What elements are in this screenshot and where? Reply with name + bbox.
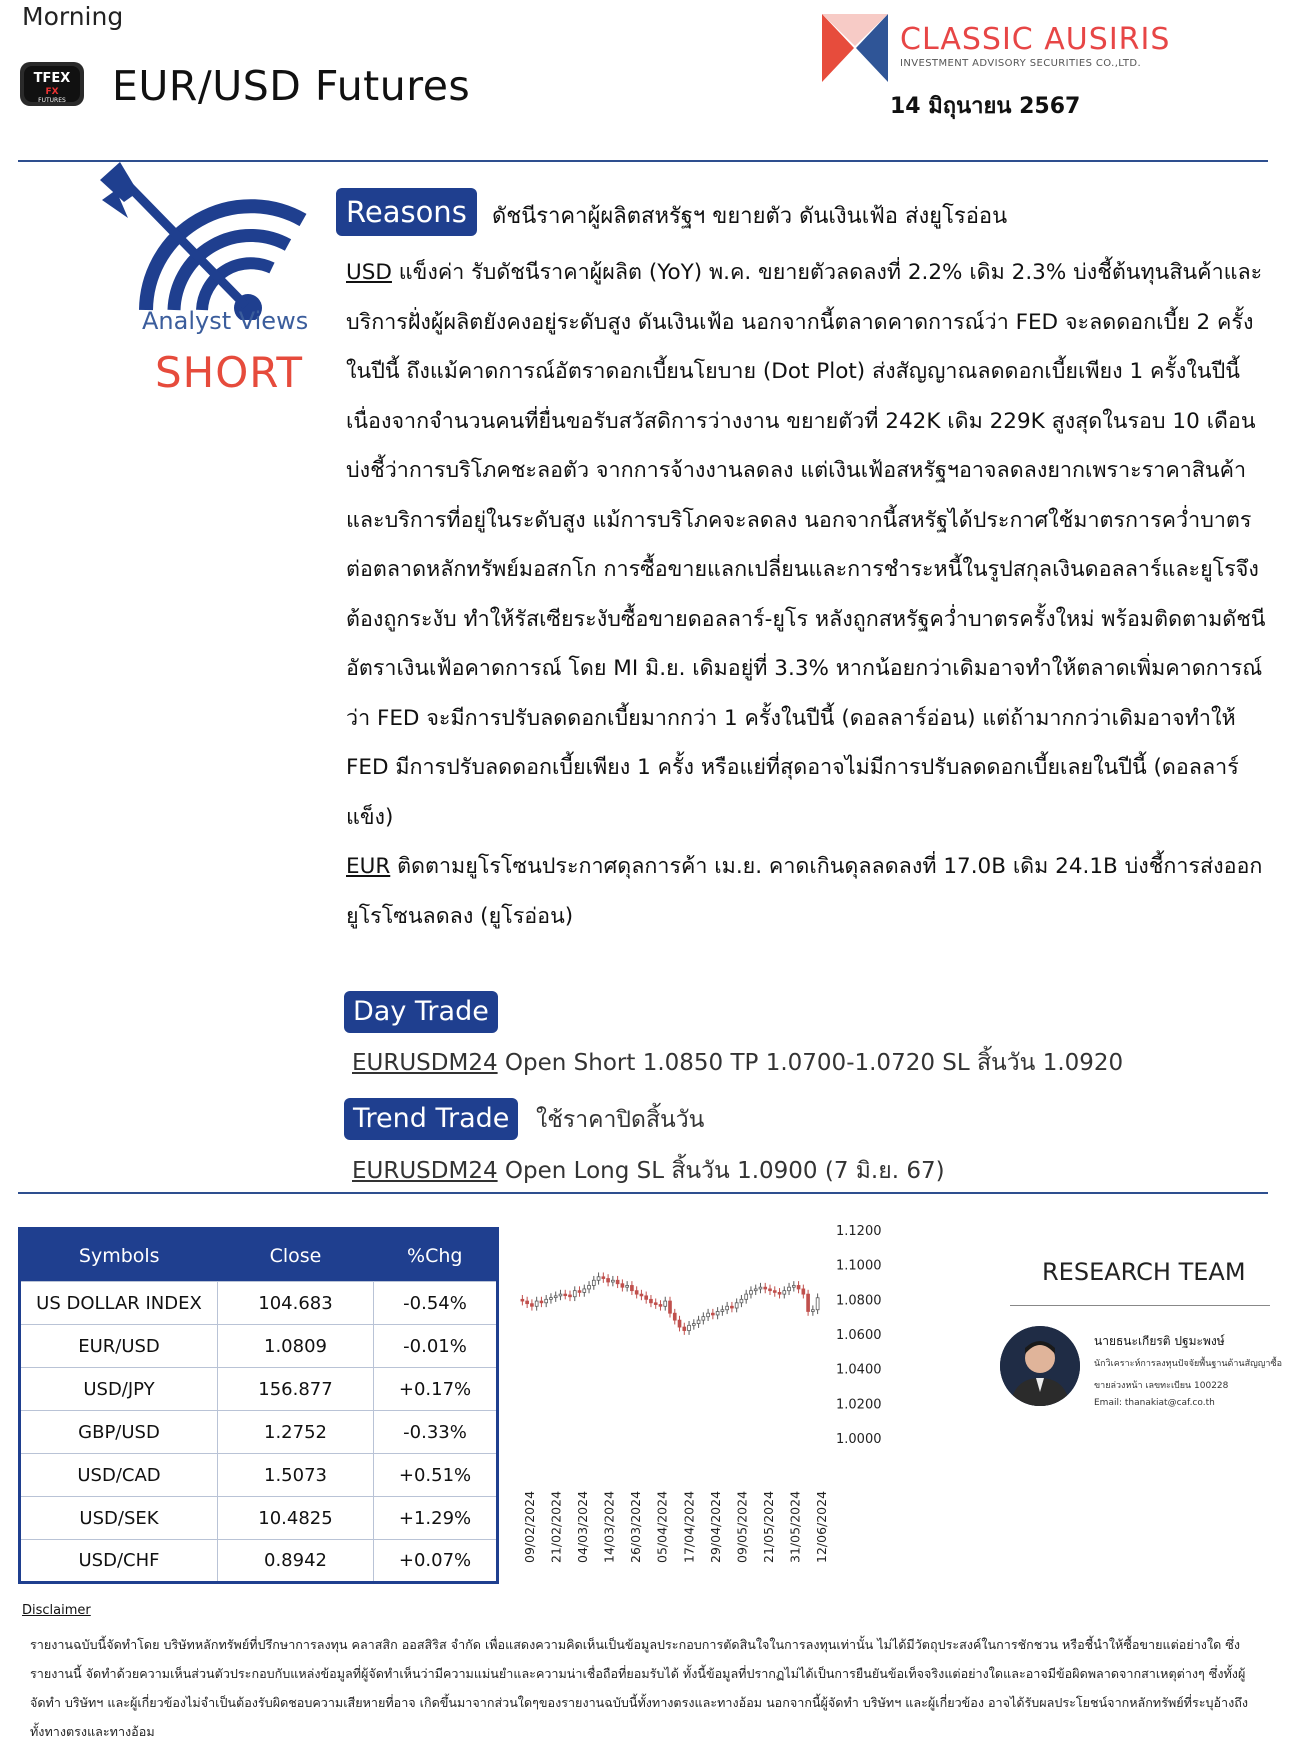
candle-body	[559, 1294, 562, 1296]
usd-text: แข็งค่า รับดัชนีราคาผู้ผลิต (YoY) พ.ค. ขยายตัวลดลงที่ 2.2% เดิม 2.3% บ่งชี้ต้นทุนสินค้าและบริการฝั่งผู้ผลิตยังคงอยู่ระดับสูง ดันเงินเฟ้อ นอกจากนี้ตลาดคาดการณ์ว่า FED จะลดดอกเบี้ย 2 ครั้งในปีนี้ ถึงแม้คาดการณ์อัตราดอกเบี้ยนโยบาย (Dot Plot) ส่งสัญญาณลดดอกเบี้ยเพียง 1 ครั้งในปีนี้ เนื่องจากจำนวนคนที่ยื่นขอรับสวัสดิการว่างงาน ขยายตัวที่ 242K เดิม 229K สูงสุดในรอบ 10 เดือน บ่งชี้ว่าการบริโภคชะลอตัว จากการจ้างงานลดลง แต่เงินเฟ้อสหรัฐฯอาจลดลงยากเพราะราคาสินค้าและบริการที่อยู่ในระดับสูง แม้การบริโภคจะลดลง นอกจากนี้สหรัฐได้ประกาศใช้มาตรการคว่ำบาตรต่อตลาดหลักทรัพย์มอสกโก การซื้อขายแลกเปลี่ยนและการชำระหนี้ในรูปสกุลเงินดอลลาร์และยูโรจึงต้องถูกระงับ ทำให้รัสเซียระงับซื้อขายดอลลาร์-ยูโร หลังถูกสหรัฐคว่ำบาตรครั้งใหม่ พร้อมติดตามดัชนีอัตราเงินเฟ้อคาดการณ์ โดย MI มิ.ย. เดิมอยู่ที่ 3.3% หากน้อยกว่าเดิมอาจทำให้ตลาดเพิ่มคาดการณ์ว่า FED จะมีการปรับลดดอกเบี้ยมากกว่า 1 ครั้งในปีนี้ (ดอลลาร์อ่อน) แต่ถ้ามากกว่าเดิมอาจทำให้ FED มีการปรับลดดอกเบี้ยเพียง 1 ครั้ง หรือแย่ที่สุดอาจไม่มีการปรับลดดอกเบี้ยเลยในปีนี้ (ดอลลาร์แข็ง)	[346, 260, 1266, 830]
y-tick-label: 1.0000	[836, 1432, 882, 1447]
candle-body	[554, 1296, 557, 1298]
x-tick-label: 04/03/2024	[575, 1490, 591, 1563]
candle-body	[597, 1277, 600, 1280]
trend-trade-note: ใช้ราคาปิดสิ้นวัน	[536, 1107, 705, 1133]
candle-body	[602, 1277, 605, 1279]
candle-body	[688, 1325, 691, 1330]
day-trade-text: Open Short 1.0850 TP 1.0700-1.0720 SL สิ้นวัน 1.0920	[497, 1050, 1124, 1076]
candle-body	[816, 1298, 819, 1310]
candle-body	[802, 1289, 805, 1294]
symbol-cell: US DOLLAR INDEX	[20, 1282, 218, 1325]
report-date: 14 มิถุนายน 2567	[890, 94, 1081, 119]
candle-body	[664, 1301, 667, 1306]
reasons-badge: Reasons	[336, 188, 477, 236]
analyst-name: นายธนะเกียรติ ปฐมะพงษ์	[1094, 1334, 1225, 1348]
header-chg: %Chg	[374, 1229, 498, 1282]
symbol-cell: USD/CHF	[20, 1540, 218, 1583]
symbol-cell: USD/CAD	[20, 1454, 218, 1497]
candle-body	[792, 1285, 795, 1287]
y-tick-label: 1.0800	[836, 1293, 882, 1309]
candle-body	[569, 1295, 572, 1297]
candle-body	[673, 1313, 676, 1320]
disclaimer-text: รายงานฉบับนี้จัดทำโดย บริษัทหลักทรัพย์ที่ปรึกษาการลงทุน คลาสสิก ออสสิริส จำกัด เพื่อแสดงความคิดเห็นเป็นข้อมูลประกอบการตัดสินใจในการลงทุนเท่านั้น ไม่ได้มีวัตถุประสงค์ในการชักชวน หรือชี้นำให้ซื้อขายแต่อย่างใด ซึ่งรายงานนี้ จัดทำด้วยความเห็นส่วนตัวประกอบกับแหล่งข้อมูลที่ผู้จัดทำเห็นว่ามีความแม่นยำและความน่าเชื่อถือที่ยอมรับได้ ทั้งนี้ข้อมูลที่ปรากฏไม่ได้เป็นการยืนยันข้อเท็จจริงแต่อย่างใดและอาจมีข้อผิดพลาดจากสาเหตุต่างๆ ซึ่งทั้งผู้จัดทำ บริษัทฯ และผู้เกี่ยวข้องไม่จำเป็นต้องรับผิดชอบความเสียหายที่อาจ เกิดขึ้นมาจากส่วนใดๆของรายงานฉบับนี้ทั้งทางตรงและทางอ้อม นอกจากนี้ผู้จัดทำ บริษัทฯ และผู้เกี่ยวข้อง อาจได้รับผลประโยชน์จากหลักทรัพย์ที่ระบุอ้างถึงทั้งทางตรงและทางอ้อม	[30, 1637, 1249, 1739]
svg-text:FUTURES: FUTURES	[38, 97, 66, 104]
target-arrow-icon	[98, 160, 308, 320]
tfex-logo-icon	[18, 60, 86, 108]
candle-body	[669, 1301, 672, 1313]
svg-text:TFEX: TFEX	[33, 71, 71, 86]
candle-body	[635, 1291, 638, 1294]
candle-body	[730, 1306, 733, 1308]
candle-body	[621, 1284, 624, 1287]
table-row	[20, 1540, 498, 1583]
trend-trade-symbol: EURUSDM24	[352, 1158, 498, 1184]
brand-name: CLASSIC AUSIRIS	[900, 22, 1171, 57]
research-divider	[1010, 1305, 1270, 1306]
candle-body	[740, 1299, 743, 1302]
close-cell: 1.2752	[218, 1411, 374, 1454]
x-tick-label: 21/02/2024	[548, 1490, 564, 1563]
chg-cell: +1.29%	[374, 1497, 498, 1540]
candle-body	[678, 1320, 681, 1327]
x-tick-label: 09/05/2024	[734, 1490, 750, 1563]
candle-body	[645, 1296, 648, 1299]
eur-text: ติดตามยูโรโซนประกาศดุลการค้า เม.ย. คาดเกินดุลลดลงที่ 17.0B เดิม 24.1B บ่งชี้การส่งออกยูโรโซนลดลง (ยูโรอ่อน)	[346, 854, 1263, 929]
x-tick-label: 12/06/2024	[814, 1490, 829, 1563]
close-cell: 104.683	[218, 1282, 374, 1325]
reasons-body	[346, 248, 1266, 941]
svg-text:FX: FX	[45, 87, 59, 97]
candle-body	[626, 1285, 629, 1287]
candle-body	[545, 1299, 548, 1302]
y-tick-label: 1.0600	[836, 1328, 882, 1343]
chg-cell: +0.51%	[374, 1454, 498, 1497]
page-title: EUR/USD Futures	[112, 62, 471, 110]
symbol-cell: USD/SEK	[20, 1497, 218, 1540]
symbol-cell: USD/JPY	[20, 1368, 218, 1411]
brand-subtitle: INVESTMENT ADVISORY SECURITIES CO.,LTD.	[900, 58, 1142, 69]
candle-body	[535, 1301, 538, 1306]
close-cell: 0.8942	[218, 1540, 374, 1583]
candle-body	[630, 1285, 633, 1290]
x-tick-label: 31/05/2024	[787, 1490, 803, 1563]
candle-body	[564, 1294, 567, 1296]
brand-logo-icon	[820, 12, 890, 84]
candle-body	[783, 1291, 786, 1294]
table-row	[20, 1497, 498, 1540]
header-close: Close	[218, 1229, 374, 1282]
x-tick-label: 29/04/2024	[707, 1490, 723, 1563]
analyst-views-label: Analyst Views	[142, 307, 309, 335]
candle-body	[754, 1289, 757, 1291]
candle-body	[773, 1291, 776, 1293]
candle-body	[759, 1287, 762, 1289]
candle-body	[650, 1299, 653, 1302]
candle-body	[797, 1285, 800, 1288]
candle-body	[583, 1289, 586, 1292]
research-team-title: RESEARCH TEAM	[1042, 1258, 1246, 1286]
candle-body	[592, 1280, 595, 1285]
x-tick-label: 09/02/2024	[522, 1490, 537, 1563]
candle-body	[607, 1279, 610, 1282]
close-cell: 156.877	[218, 1368, 374, 1411]
candle-body	[811, 1310, 814, 1312]
chg-cell: -0.01%	[374, 1325, 498, 1368]
y-tick-label: 1.1000	[836, 1258, 882, 1274]
symbol-cell: EUR/USD	[20, 1325, 218, 1368]
y-tick-label: 1.0200	[836, 1397, 882, 1413]
chg-cell: -0.33%	[374, 1411, 498, 1454]
table-row	[20, 1325, 498, 1368]
usd-paragraph	[346, 248, 1266, 842]
candle-body	[526, 1301, 529, 1304]
chg-cell: +0.07%	[374, 1540, 498, 1583]
eur-label: EUR	[346, 854, 391, 879]
candle-body	[716, 1311, 719, 1314]
symbol-cell: GBP/USD	[20, 1411, 218, 1454]
candle-body	[764, 1287, 767, 1289]
candle-body	[654, 1303, 657, 1305]
candle-body	[578, 1291, 581, 1293]
candle-body	[697, 1320, 700, 1323]
usd-label: USD	[346, 260, 392, 285]
day-trade-symbol: EURUSDM24	[352, 1050, 498, 1076]
candle-body	[735, 1303, 738, 1308]
candle-body	[745, 1294, 748, 1299]
candle-body	[788, 1287, 791, 1290]
reasons-headline: ดัชนีราคาผู้ผลิตสหรัฐฯ ขยายตัว ดันเงินเฟ้อ ส่งยูโรอ่อน	[492, 204, 1008, 229]
candle-body	[550, 1298, 553, 1300]
close-cell: 10.4825	[218, 1497, 374, 1540]
trend-trade-text: Open Long SL สิ้นวัน 1.0900 (7 มิ.ย. 67)	[497, 1158, 945, 1184]
x-tick-label: 26/03/2024	[628, 1490, 644, 1563]
disclaimer-title: Disclaimer	[22, 1603, 91, 1618]
candle-body	[778, 1292, 781, 1294]
x-tick-label: 05/04/2024	[654, 1490, 670, 1563]
y-tick-label: 1.1200	[836, 1224, 882, 1239]
candle-body	[521, 1299, 524, 1301]
candle-body	[769, 1289, 772, 1291]
candle-body	[659, 1305, 662, 1307]
candle-body	[702, 1317, 705, 1320]
candle-body	[750, 1291, 753, 1294]
analyst-role-line2: ขายล่วงหน้า เลขทะเบียน 100228	[1094, 1381, 1229, 1391]
close-cell: 1.0809	[218, 1325, 374, 1368]
candle-body	[540, 1301, 543, 1303]
table-row	[20, 1411, 498, 1454]
candle-body	[588, 1285, 591, 1288]
candle-body	[611, 1280, 614, 1282]
candle-body	[616, 1280, 619, 1283]
candle-body	[726, 1306, 729, 1309]
candle-body	[707, 1313, 710, 1316]
candle-body	[573, 1291, 576, 1297]
close-cell: 1.5073	[218, 1454, 374, 1497]
table-row	[20, 1282, 498, 1325]
analyst-avatar	[1000, 1326, 1080, 1406]
day-trade-line	[352, 1045, 1123, 1081]
trend-trade-line	[352, 1153, 945, 1189]
table-row	[20, 1454, 498, 1497]
chg-cell: -0.54%	[374, 1282, 498, 1325]
chg-cell: +0.17%	[374, 1368, 498, 1411]
table-header-row	[20, 1229, 498, 1282]
candle-body	[721, 1310, 724, 1312]
analyst-role-line1: นักวิเคราะห์การลงทุนปัจจัยพื้นฐานด้านสัญญาซื้อ	[1094, 1359, 1282, 1369]
fx-table	[18, 1227, 499, 1584]
analyst-email: Email: thanakiat@caf.co.th	[1094, 1398, 1215, 1408]
x-tick-label: 17/04/2024	[681, 1490, 697, 1563]
candle-body	[640, 1294, 643, 1296]
candle-body	[683, 1327, 686, 1330]
day-trade-badge: Day Trade	[344, 991, 498, 1033]
candle-body	[530, 1304, 533, 1307]
candle-body	[692, 1324, 695, 1326]
table-row	[20, 1368, 498, 1411]
y-tick-label: 1.0400	[836, 1362, 882, 1378]
x-tick-label: 21/05/2024	[760, 1490, 776, 1563]
edition-label: Morning	[22, 2, 124, 31]
trend-trade-badge: Trend Trade	[344, 1098, 518, 1140]
candle-body	[807, 1294, 810, 1311]
section-divider	[18, 1192, 1268, 1194]
analyst-view-value: SHORT	[155, 348, 304, 397]
candle-body	[711, 1313, 714, 1315]
eur-paragraph	[346, 842, 1266, 941]
eurusd-chart	[500, 1218, 1000, 1578]
header-symbols: Symbols	[20, 1229, 218, 1282]
x-tick-label: 14/03/2024	[601, 1490, 617, 1563]
